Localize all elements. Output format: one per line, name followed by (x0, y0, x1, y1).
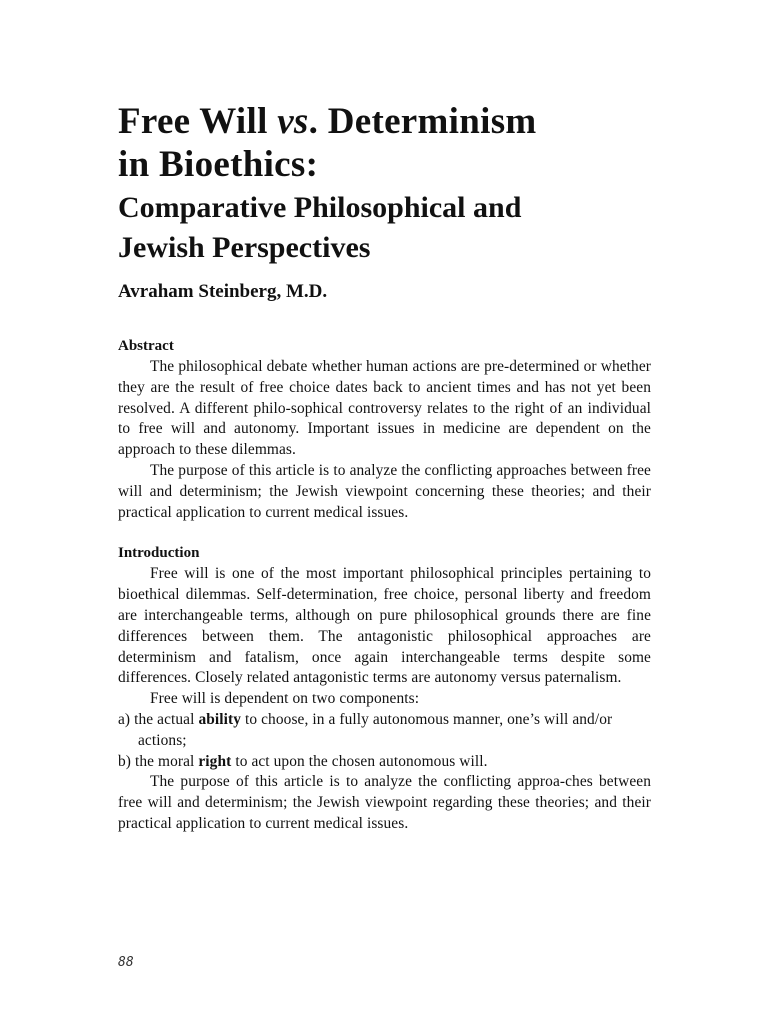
list-item (118, 752, 651, 773)
abstract-heading: Abstract (118, 338, 174, 354)
list-item-emphasis: right (198, 752, 232, 770)
page-number: 88 (118, 955, 134, 970)
list-item-emphasis: ability (198, 710, 242, 728)
subtitle-line1: Comparative Philosophical and (118, 191, 522, 224)
title-vs: vs (277, 101, 309, 142)
introduction-paragraph: The purpose of this article is to analyze the conflicting approa-ches between free will and determinism; the Jewish viewpoint regarding these theories; and their practical application to current medical issues. (118, 773, 651, 832)
article-title (118, 100, 651, 186)
title-line2: in Bioethics: (118, 144, 319, 185)
list-item-prefix: b) the moral (118, 752, 199, 770)
article-subtitle (118, 188, 651, 268)
article-page (118, 100, 651, 835)
title-line1-part2: . Determinism (308, 101, 537, 142)
introduction-paragraph: Free will is dependent on two components: (150, 690, 420, 708)
subtitle-line2: Jewish Perspectives (118, 231, 371, 264)
list-item-suffix: to choose, in a fully autonomous manner, one’s will and/or actions; (138, 710, 613, 749)
title-line1-part1: Free Will (118, 101, 278, 142)
list-item (118, 710, 651, 752)
abstract-paragraph: The purpose of this article is to analyze the conflicting approaches between free will and determinism; the Jewish viewpoint concerning these theories; and their practical application to current medical issues. (118, 461, 651, 521)
introduction-heading: Introduction (118, 545, 200, 562)
list-item-suffix: to act upon the chosen autonomous will. (231, 752, 488, 770)
list-item-prefix: a) the actual (118, 710, 199, 728)
abstract-paragraph: The philosophical debate whether human actions are pre-determined or whether they are the result of free choice dates back to ancient times and has not yet been resolved. A different philo-sophical controversy relates to the right of an individual to free will and autonomy. Important issues in medicine are dependent on the approach to these dilemmas. (118, 358, 651, 459)
article-author: Avraham Steinberg, M.D. (118, 281, 328, 302)
introduction-paragraph: Free will is one of the most important philosophical principles pertaining to bioethical dilemmas. Self-determination, free choice, personal liberty and freedom are interchangeable terms, although on pure philosophical grounds there are fine differences between them. The antagonistic philosophical approaches are determinism and fatalism, once again interchangeable terms despite some differences. Closely related antagonistic terms are autonomy versus paternalism. (118, 565, 651, 687)
